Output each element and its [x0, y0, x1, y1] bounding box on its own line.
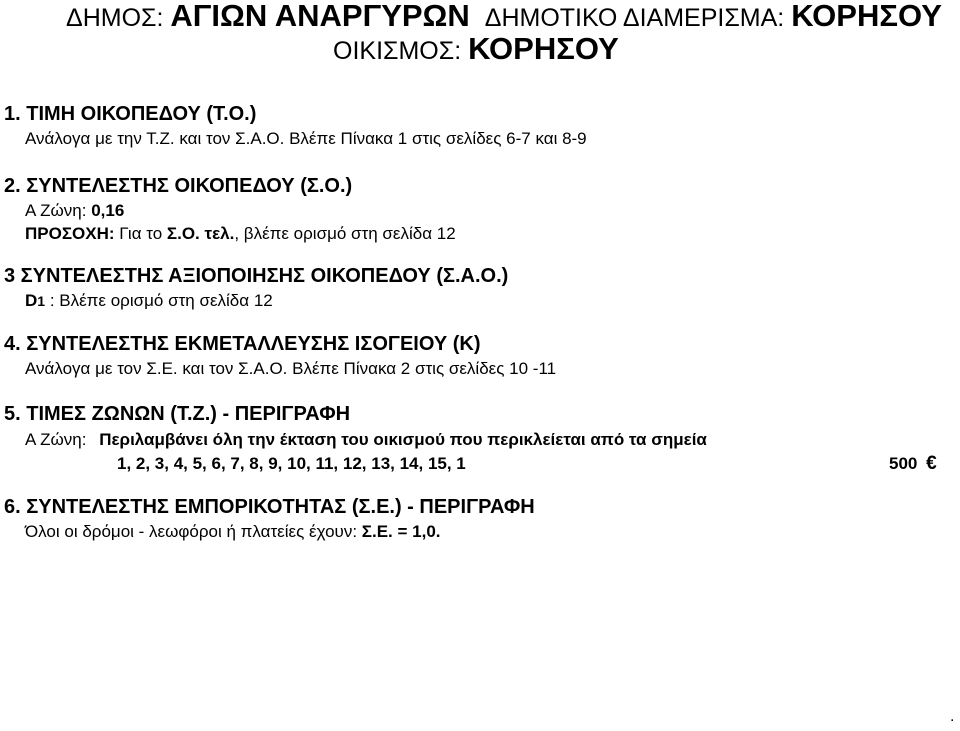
section-1-text: Ανάλογα με την Τ.Ζ. και τον Σ.Α.Ο. Βλέπε Πίνακα 1 στις σελίδες 6-7 και 8-9 — [25, 129, 587, 148]
commerciality-value: Σ.Ε. = 1,0. — [361, 522, 441, 541]
section-6-heading: 6. ΣΥΝΤΕΛΕΣΤΗΣ ΕΜΠΟΡΙΚΟΤΗΤΑΣ (Σ.Ε.) - ΠΕΡΙΓΡΑΦΗ — [4, 496, 535, 518]
note-label: ΠΡΟΣΟΧΗ: — [25, 224, 115, 243]
header-line-settlement — [333, 31, 619, 67]
section-2-note — [25, 224, 456, 244]
district-name: ΚΟΡΗΣΟΥ — [791, 0, 942, 33]
section-3-text — [25, 291, 273, 311]
commerciality-text: Όλοι οι δρόμοι - λεωφόροι ή πλατείες έχουν: — [25, 522, 358, 541]
note-term: Σ.Ο. τελ. — [166, 224, 235, 243]
section-6-text — [25, 522, 441, 542]
zone-label: Α Ζώνη: — [25, 430, 87, 449]
section-3-heading: 3 ΣΥΝΤΕΛΕΣΤΗΣ ΑΞΙΟΠΟΙΗΣΗΣ ΟΙΚΟΠΕΔΟΥ (Σ.Α.Ο.) — [4, 265, 509, 287]
zone-label: Α Ζώνη: — [25, 201, 87, 220]
section-4-text: Ανάλογα με τον Σ.Ε. και τον Σ.Α.Ο. Βλέπε Πίνακα 2 στις σελίδες 10 -11 — [25, 359, 557, 378]
zone-description: Περιλαμβάνει όλη την έκταση του οικισμού που περικλείεται από τα σημεία — [99, 430, 707, 449]
zone-value: 0,16 — [91, 201, 125, 220]
zone-points: 1, 2, 3, 4, 5, 6, 7, 8, 9, 10, 11, 12, 13, 14, 15, 1 — [117, 454, 466, 473]
d-subscript: 1 — [37, 293, 46, 309]
header-line-municipality — [66, 0, 942, 34]
section-2-zone — [25, 201, 124, 221]
settlement-name: ΚΟΡΗΣΟΥ — [468, 31, 619, 66]
section-5-heading: 5. ΤΙΜΕΣ ΖΩΝΩΝ (Τ.Ζ.) - ΠΕΡΙΓΡΑΦΗ — [4, 403, 351, 425]
district-label: ΔΗΜΟΤΙΚΟ ΔΙΑΜΕΡΙΣΜΑ: — [484, 4, 785, 32]
section-5-zone — [25, 430, 707, 450]
zone-price — [889, 453, 937, 475]
d-letter: D — [25, 291, 38, 310]
euro-icon: € — [926, 453, 937, 474]
page-dot: . — [950, 708, 955, 725]
section-2-heading: 2. ΣΥΝΤΕΛΕΣΤΗΣ ΟΙΚΟΠΕΔΟΥ (Σ.Ο.) — [4, 175, 353, 197]
municipality-label: ΔΗΜΟΣ: — [66, 4, 164, 32]
note-text: Για το — [119, 224, 163, 243]
section-1-heading: 1. ΤΙΜΗ ΟΙΚΟΠΕΔΟΥ (Τ.Ο.) — [4, 103, 257, 125]
municipality-name: ΑΓΙΩΝ ΑΝΑΡΓΥΡΩΝ — [170, 0, 470, 33]
section-4-heading: 4. ΣΥΝΤΕΛΕΣΤΗΣ ΕΚΜΕΤΑΛΛΕΥΣΗΣ ΙΣΟΓΕΙΟΥ (Κ) — [4, 333, 481, 355]
d-definition: : Βλέπε ορισμό στη σελίδα 12 — [49, 291, 273, 310]
price-value: 500 — [889, 454, 918, 473]
settlement-label: ΟΙΚΙΣΜΟΣ: — [333, 37, 462, 65]
note-rest: , βλέπε ορισμό στη σελίδα 12 — [234, 224, 456, 243]
